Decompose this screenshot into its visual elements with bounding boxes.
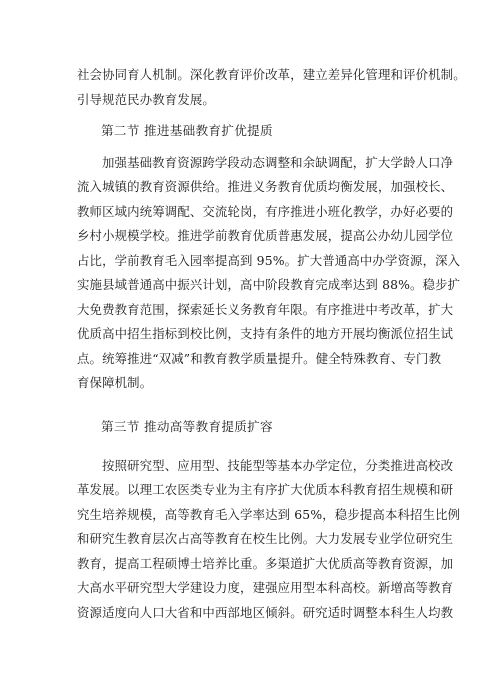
section-heading: 第二节 推进基础教育扩优提质 — [101, 123, 273, 138]
paragraph-line: 革发展。以理工农医类专业为主有序扩大优质本科教育招生规模和研 — [77, 482, 454, 497]
paragraph-line: 大免费教育范围，探索延长义务教育年限。有序推进中考改革，扩大 — [77, 302, 454, 317]
paragraph-line: 加强基础教育资源跨学段动态调整和余缺调配，扩大学龄人口净 — [102, 155, 454, 170]
paragraph-line: 乡村小规模学校。推进学前教育优质普惠发展，提高公办幼儿园学位 — [77, 228, 454, 243]
paragraph-line: 优质高中招生指标到校比例，支持有条件的地方开展均衡派位招生试 — [77, 326, 454, 341]
paragraph-line: 大高水平研究型大学建设力度，建强应用型本科高校。新增高等教育 — [77, 580, 454, 595]
paragraph-line: 究生培养规模，高等教育毛入学率达到 65%，稳步提高本科招生比例 — [77, 507, 461, 522]
paragraph-line: 资源适度向人口大省和中西部地区倾斜。研究适时调整本科生人均教 — [77, 605, 454, 620]
paragraph-line: 育保障机制。 — [77, 375, 153, 390]
paragraph-line: 实施县域普通高中振兴计划，高中阶段教育完成率达到 88%。稳步扩 — [77, 277, 461, 292]
section-heading: 第三节 推动高等教育提质扩容 — [101, 419, 273, 434]
paragraph-line: 社会协同育人机制。深化教育评价改革，建立差异化管理和评价机制。 — [77, 67, 466, 82]
paragraph-line: 点。统筹推进“双减”和教育教学质量提升。健全特殊教育、专门教 — [77, 351, 442, 366]
paragraph-line: 按照研究型、应用型、技能型等基本办学定位，分类推进高校改 — [102, 458, 454, 473]
paragraph-line: 占比，学前教育毛入园率提高到 95%。扩大普通高中办学资源，深入 — [77, 253, 461, 268]
paragraph-line: 教育，提高工程硕博士培养比重。多渠道扩大优质高等教育资源，加 — [77, 556, 454, 571]
paragraph-line: 和研究生教育层次占高等教育在校生比例。大力发展专业学位研究生 — [77, 531, 454, 546]
paragraph-line: 流入城镇的教育资源供给。推进义务教育优质均衡发展，加强校长、 — [77, 179, 454, 194]
paragraph-line: 教师区域内统筹调配、交流轮岗，有序推进小班化教学，办好必要的 — [77, 204, 454, 219]
paragraph-line: 引导规范民办教育发展。 — [77, 92, 215, 107]
